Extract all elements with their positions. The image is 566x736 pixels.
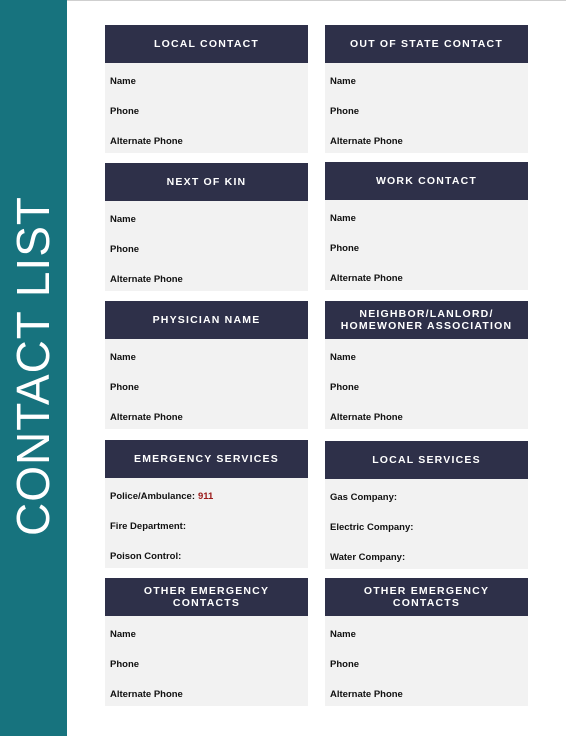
field-alternate-phone: [105, 264, 308, 294]
field-label: Water Company:: [330, 551, 406, 563]
field-label: Name: [110, 351, 136, 363]
field-label: Phone: [330, 658, 360, 670]
field-alternate-phone: [105, 679, 308, 709]
field-label: Alternate Phone: [330, 272, 403, 284]
field-label: Name: [330, 75, 356, 87]
field-label: Name: [110, 628, 136, 640]
field-label: Alternate Phone: [110, 411, 183, 423]
card-title: LOCAL SERVICES: [325, 441, 528, 479]
field-alternate-phone: [105, 126, 308, 156]
card-title: PHYSICIAN NAME: [105, 301, 308, 339]
card-local-services: [325, 441, 528, 569]
field-name: [325, 619, 528, 649]
field-phone: [325, 649, 528, 679]
card-out-of-state-contact: [325, 25, 528, 153]
card-work-contact: [325, 162, 528, 290]
field-phone: [325, 372, 528, 402]
card-neighbor-landlord: [325, 301, 528, 429]
card-emergency-services: [105, 440, 308, 568]
field-name: [325, 66, 528, 96]
field-label: Fire Department:: [110, 520, 187, 532]
field-alternate-phone: [325, 679, 528, 709]
field-name: [105, 66, 308, 96]
card-title: EMERGENCY SERVICES: [105, 440, 308, 478]
field-fire-department: [105, 511, 308, 541]
field-label: Phone: [110, 243, 140, 255]
field-label: Alternate Phone: [110, 273, 183, 285]
field-name: [325, 342, 528, 372]
field-poison-control: [105, 541, 308, 571]
field-label: Phone: [330, 105, 360, 117]
card-next-of-kin: [105, 163, 308, 291]
card-local-contact: [105, 25, 308, 153]
card-other-emergency-contacts-1: [105, 578, 308, 706]
field-label: Phone: [330, 242, 360, 254]
field-phone: [105, 234, 308, 264]
field-phone: [105, 372, 308, 402]
card-title: OTHER EMERGENCY CONTACTS: [105, 578, 308, 616]
card-other-emergency-contacts-2: [325, 578, 528, 706]
field-label: Police/Ambulance:: [110, 490, 195, 502]
field-label: Name: [330, 212, 356, 224]
field-name: [105, 342, 308, 372]
sidebar: [0, 0, 67, 736]
field-phone: [325, 233, 528, 263]
field-label: Gas Company:: [330, 491, 398, 503]
top-rule: [67, 0, 566, 1]
field-value: 911: [198, 490, 214, 502]
field-label: Phone: [110, 381, 140, 393]
field-gas-company: [325, 482, 528, 512]
field-label: Alternate Phone: [330, 688, 403, 700]
field-label: Poison Control:: [110, 550, 182, 562]
field-name: [105, 619, 308, 649]
field-alternate-phone: [105, 402, 308, 432]
field-water-company: [325, 542, 528, 572]
field-label: Phone: [110, 105, 140, 117]
field-label: Name: [110, 213, 136, 225]
field-label: Electric Company:: [330, 521, 414, 533]
card-title: WORK CONTACT: [325, 162, 528, 200]
field-phone: [105, 96, 308, 126]
field-alternate-phone: [325, 126, 528, 156]
field-alternate-phone: [325, 402, 528, 432]
card-title: LOCAL CONTACT: [105, 25, 308, 63]
field-label: Alternate Phone: [330, 135, 403, 147]
field-label: Phone: [110, 658, 140, 670]
field-phone: [105, 649, 308, 679]
field-label: Name: [110, 75, 136, 87]
field-label: Phone: [330, 381, 360, 393]
field-police-ambulance: [105, 481, 308, 511]
field-label: Name: [330, 351, 356, 363]
field-phone: [325, 96, 528, 126]
field-name: [105, 204, 308, 234]
field-alternate-phone: [325, 263, 528, 293]
field-label: Alternate Phone: [330, 411, 403, 423]
card-title: NEXT OF KIN: [105, 163, 308, 201]
field-electric-company: [325, 512, 528, 542]
field-label: Alternate Phone: [110, 135, 183, 147]
field-label: Alternate Phone: [110, 688, 183, 700]
card-title: NEIGHBOR/LANLORD/ HOMEWONER ASSOCIATION: [325, 301, 528, 339]
card-title: OTHER EMERGENCY CONTACTS: [325, 578, 528, 616]
field-label: Name: [330, 628, 356, 640]
page-title: CONTACT LIST: [7, 196, 59, 536]
card-physician-name: [105, 301, 308, 429]
field-name: [325, 203, 528, 233]
card-title: OUT OF STATE CONTACT: [325, 25, 528, 63]
